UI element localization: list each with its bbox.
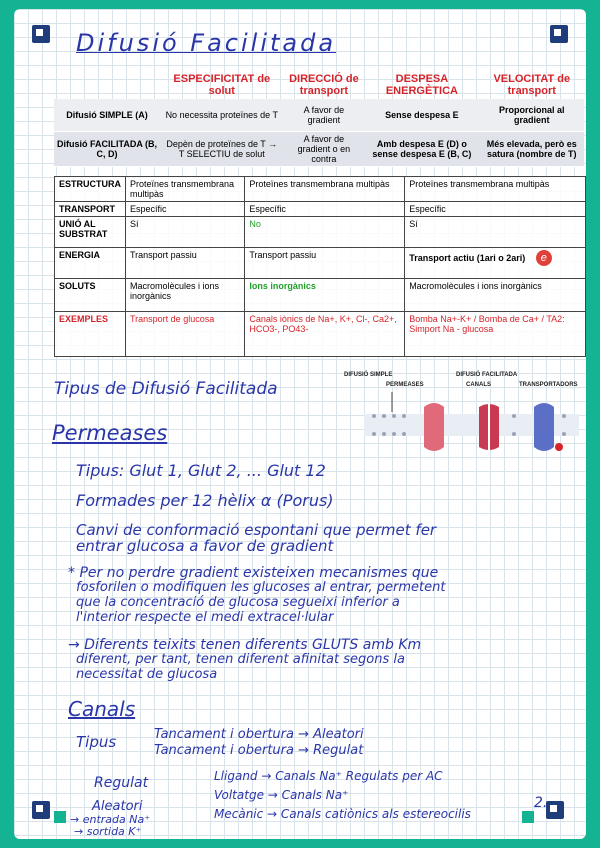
row-label: ENERGIA: [55, 248, 126, 279]
note-line: Mecànic → Canals catiònics als estereocilis: [214, 807, 471, 821]
note-line: Tipus: [76, 733, 117, 751]
table-cell: A favor de gradient o en contra: [284, 132, 365, 167]
properties-table: [54, 176, 586, 357]
table-row: [55, 177, 586, 202]
diagram-label: TRANSPORTADORS: [519, 382, 578, 388]
row-label: Difusió FACILITADA (B, C, D): [54, 132, 160, 167]
transporter-protein-icon: [534, 403, 554, 451]
note-line: Formades per 12 hèlix α (Porus): [76, 491, 334, 510]
table-cell: Sí: [405, 217, 586, 248]
note-line: * Per no perdre gradient existeixen mecanismes que: [68, 565, 439, 581]
table-cell: Bomba Na+-K+ / Bomba de Ca+ / TA2: Simport Na - glucosa: [405, 312, 586, 357]
table-cell: Canals iònics de Na+, K+, Cl-, Ca2+, HCO3-, PO43-: [245, 312, 405, 357]
table-cell: Depèn de proteïnes de T → T SELECTIU de solut: [160, 132, 284, 167]
row-label: TRANSPORT: [55, 202, 126, 217]
permease-protein-icon: [424, 403, 444, 451]
note-line: necessitat de glucosa: [76, 667, 218, 682]
table-cell: Proporcional al gradient: [480, 99, 584, 132]
note-line: diferent, per tant, tenen diferent afinitat segons la: [76, 652, 405, 667]
table-row: [55, 248, 586, 279]
diagram-label: PERMEASES: [386, 382, 424, 388]
table-row: [55, 312, 586, 357]
note-line: Canvi de conformació espontani que permet fer: [76, 521, 437, 539]
corner-marker-icon: [550, 25, 568, 43]
header-despesa: DESPESA ENERGÈTICA: [385, 73, 458, 97]
header-especificitat: ESPECIFICITAT de solut: [173, 73, 271, 97]
note-line: Tipus: Glut 1, Glut 2, ... Glut 12: [76, 461, 326, 480]
note-line: Lligand → Canals Na⁺ Regulats per AC: [214, 769, 443, 783]
table-cell: Transport de glucosa: [126, 312, 245, 357]
row-label: UNIÓ AL SUBSTRAT: [55, 217, 126, 248]
note-line: l'interior respecte el medi extracel·lular: [76, 610, 334, 625]
note-line: → entrada Na⁺: [70, 813, 151, 826]
header-direccio: DIRECCIÓ de transport: [289, 73, 359, 97]
table-row: [54, 132, 584, 167]
corner-marker-icon: [546, 801, 564, 819]
membrane-svg: [364, 372, 579, 452]
comparison-table: [54, 59, 584, 167]
table-row: [55, 217, 586, 248]
table-cell: Macromolècules i ions inorgànics: [405, 279, 586, 312]
note-line: que la concentració de glucosa segueixi inferior a: [76, 595, 400, 610]
table-row: [55, 202, 586, 217]
table-cell: Sense despesa E: [364, 99, 479, 132]
section-heading: Tipus de Difusió Facilitada: [54, 379, 278, 399]
table-cell: A favor de gradient: [284, 99, 365, 132]
note-line: Aleatori: [92, 799, 143, 814]
row-label: Difusió SIMPLE (A): [54, 99, 160, 132]
table-cell: Transport passiu: [245, 248, 405, 279]
energy-active-text: Transport actiu (1ari o 2ari): [409, 253, 526, 263]
header-velocitat: VELOCITAT de transport: [493, 73, 571, 97]
table-cell: Transport passiu: [126, 248, 245, 279]
notebook-page: [14, 9, 586, 839]
table-cell: Més elevada, però es satura (nombre de T): [480, 132, 584, 167]
table-cell: Sí: [126, 217, 245, 248]
permeases-heading: Permeases: [52, 421, 168, 445]
note-line: → sortida K⁺: [74, 825, 142, 838]
diagram-label: DIFUSIÓ FACILITADA: [456, 372, 518, 378]
row-label: ESTRUCTURA: [55, 177, 126, 202]
table-cell: Proteïnes transmembrana multipàs: [405, 177, 586, 202]
table-cell: Proteïnes transmembrana multipàs: [126, 177, 245, 202]
decorative-square-icon: [54, 811, 66, 823]
decorative-square-icon: [522, 811, 534, 823]
note-line: fosforilen o modifiquen les glucoses al entrar, permetent: [76, 580, 446, 595]
note-line: → Diferents teixits tenen diferents GLUTS amb Km: [68, 637, 422, 653]
table-cell: [405, 248, 586, 279]
note-line: Voltatge → Canals Na⁺: [214, 788, 349, 802]
corner-marker-icon: [32, 25, 50, 43]
table-cell: No: [245, 217, 405, 248]
table-row: [54, 99, 584, 132]
energy-badge-icon: e: [536, 250, 552, 266]
note-line: Tancament i obertura → Aleatori: [154, 727, 364, 742]
energy-dot-icon: [555, 443, 563, 451]
table-cell: Ions inorgànics: [245, 279, 405, 312]
table-cell: Específic: [405, 202, 586, 217]
table-row: [55, 279, 586, 312]
note-line: Tancament i obertura → Regulat: [154, 743, 364, 758]
row-label: EXEMPLES: [55, 312, 126, 357]
canals-heading: Canals: [68, 697, 136, 721]
diagram-label: DIFUSIÓ SIMPLE: [344, 372, 393, 378]
note-line: Regulat: [94, 775, 149, 791]
table-cell: Específic: [126, 202, 245, 217]
table-cell: Amb despesa E (D) o sense despesa E (B, C): [364, 132, 479, 167]
table-cell: No necessita proteïnes de T: [160, 99, 284, 132]
corner-marker-icon: [32, 801, 50, 819]
page-title: Difusió Facilitada: [76, 29, 337, 57]
membrane-diagram: [344, 372, 579, 452]
diagram-label: CANALS: [466, 382, 491, 388]
table-cell: Específic: [245, 202, 405, 217]
table-cell: Proteïnes transmembrana multipàs: [245, 177, 405, 202]
note-line: entrar glucosa a favor de gradient: [76, 537, 334, 555]
table-cell: Macromolècules i ions inorgànics: [126, 279, 245, 312]
row-label: SOLUTS: [55, 279, 126, 312]
page-number: 2.: [534, 795, 548, 811]
